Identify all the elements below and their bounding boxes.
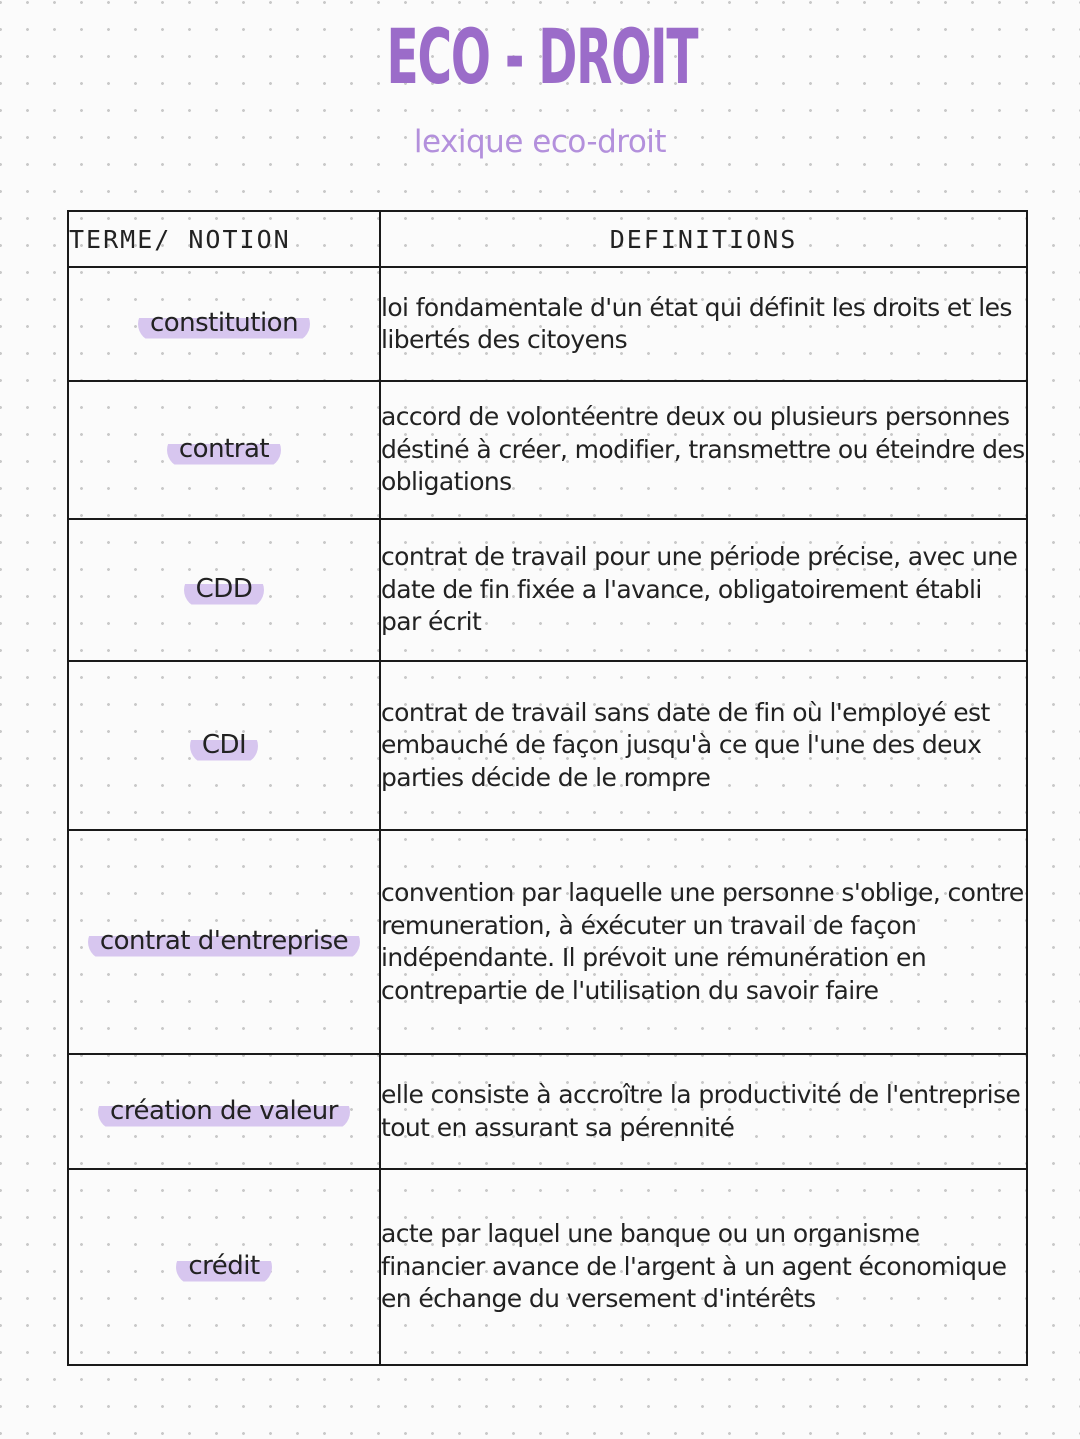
term-cell (68, 1169, 380, 1365)
term-highlight: CDD (184, 572, 265, 608)
table-row (68, 381, 1027, 519)
definition-cell: loi fondamentale d'un état qui définit les droits et les libertés des citoyens (380, 267, 1027, 381)
table-row (68, 1169, 1027, 1365)
term-highlight: création de valeur (98, 1094, 350, 1130)
definition-cell: elle consiste à accroître la productivité de l'entreprise tout en assurant sa pérennité (380, 1054, 1027, 1169)
term-highlight: contrat (167, 432, 281, 468)
term-highlight: contrat d'entreprise (88, 924, 360, 960)
term-cell (68, 519, 380, 661)
column-header-definition: DEFINITIONS (380, 211, 1027, 267)
lexicon-table (67, 210, 1028, 1366)
table-row (68, 519, 1027, 661)
table-header-row (68, 211, 1027, 267)
term-cell (68, 661, 380, 830)
term-highlight: crédit (176, 1249, 271, 1285)
definition-cell: accord de volontéentre deux ou plusieurs personnes déstiné à créer, modifier, transmettre ou éteindre des obligations (380, 381, 1027, 519)
definition-cell: convention par laquelle une personne s'oblige, contre remuneration, à éxécuter un travail de façon indépendante. Il prévoit une rémunération en contrepartie de l'utilisation du savoir faire (380, 830, 1027, 1054)
table-row (68, 1054, 1027, 1169)
term-highlight: constitution (138, 306, 310, 342)
table-row (68, 267, 1027, 381)
definition-cell: contrat de travail sans date de fin où l'employé est embauché de façon jusqu'à ce que l'une des deux parties décide de le rompre (380, 661, 1027, 830)
table-row (68, 661, 1027, 830)
term-cell (68, 830, 380, 1054)
term-cell (68, 1054, 380, 1169)
column-header-term: TERME/ NOTION (68, 211, 380, 267)
page-subtitle: lexique eco-droit (413, 124, 667, 160)
definition-cell: contrat de travail pour une période précise, avec une date de fin fixée a l'avance, obligatoirement établi par écrit (380, 519, 1027, 661)
term-highlight: CDI (190, 728, 258, 764)
page-title: ECO - DROIT (386, 12, 698, 101)
table-row (68, 830, 1027, 1054)
definition-cell: acte par laquel une banque ou un organisme financier avance de l'argent à un agent économique en échange du versement d'intérêts (380, 1169, 1027, 1365)
term-cell (68, 267, 380, 381)
term-cell (68, 381, 380, 519)
